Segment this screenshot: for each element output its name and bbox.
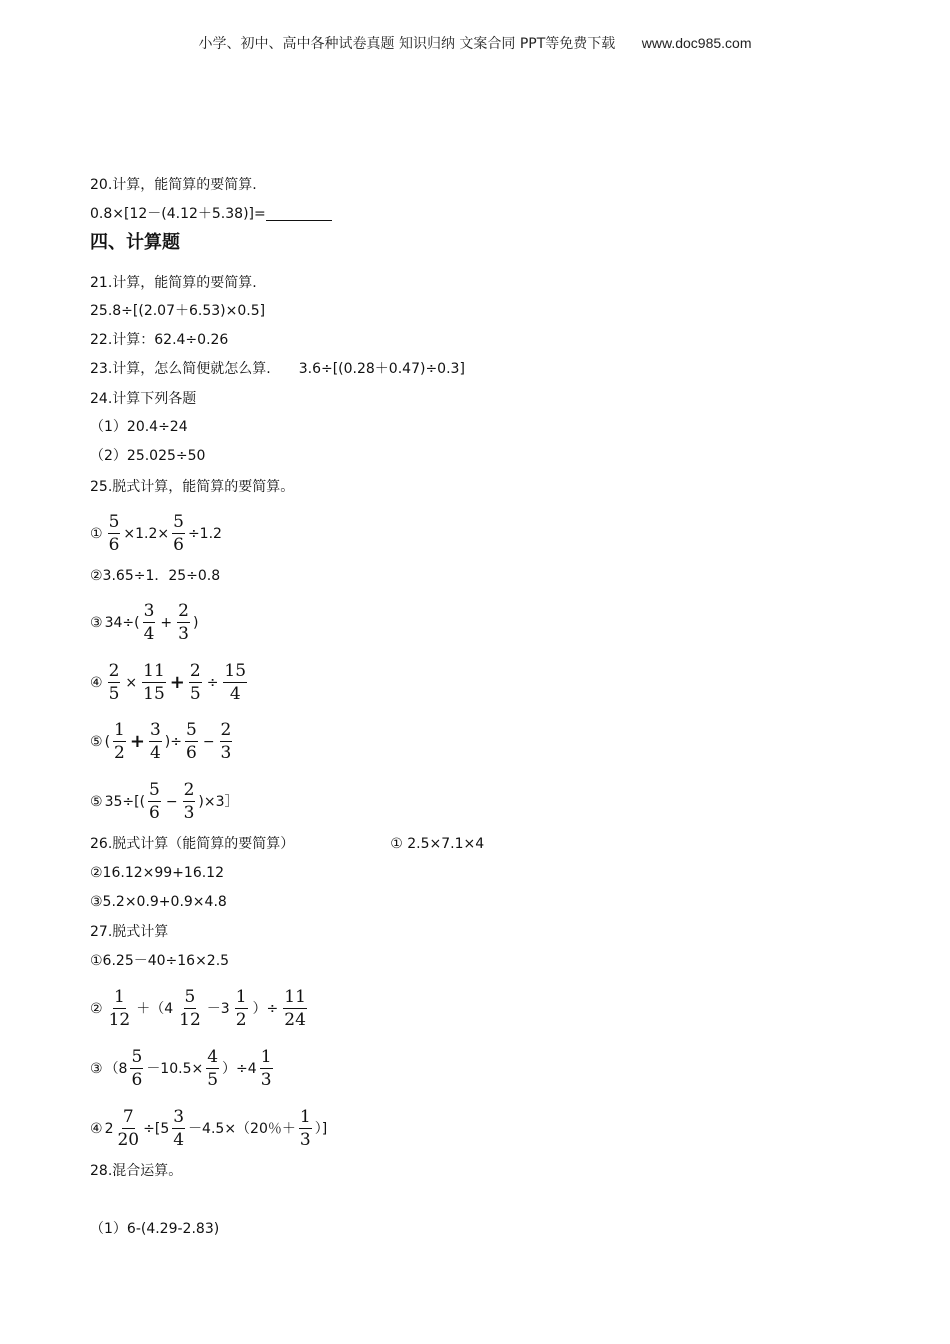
fraction: $\frac{5}{6}$ <box>108 512 120 555</box>
fraction: $\frac{3}{4}$ <box>173 1107 185 1150</box>
page-header <box>0 33 950 53</box>
q22: 22.计算：62.4÷0.26 <box>90 332 229 348</box>
q27-expr-3: ③ （8 $\frac{5}{6}$ －10.5× $\frac{4}{5}$ ）÷4 $\frac{1}{3}$ <box>90 1047 272 1090</box>
q25-expr-5: ⑤ ( $\frac{1}{2}$ + $\frac{3}{4}$ )÷ $\frac{5}{6}$ − $\frac{2}{3}$ <box>90 720 232 763</box>
q27-title: 27.脱式计算 <box>90 924 169 940</box>
q25-expr-2: ②3.65÷1．25÷0.8 <box>90 568 221 584</box>
answer-blank <box>266 208 332 221</box>
fraction: $\frac{2}{3}$ <box>220 720 232 763</box>
fraction: $\frac{5}{12}$ <box>179 987 201 1030</box>
header-site-link[interactable]: www.doc985.com <box>641 35 752 51</box>
q20-title: 20.计算，能简算的要简算. <box>90 177 257 193</box>
fraction: $\frac{2}{3}$ <box>183 780 195 823</box>
fraction: $\frac{1}{3}$ <box>260 1047 272 1090</box>
fraction: $\frac{11}{15}$ <box>143 661 165 704</box>
q26-expr-1: ① 2.5×7.1×4 <box>390 836 485 852</box>
q20-expr: 0.8×[12－(4.12＋5.38)]= <box>90 205 332 223</box>
q27-expr-1: ①6.25－40÷16×2.5 <box>90 953 230 969</box>
q27-expr-2: ② $\frac{1}{12}$ ＋（4 $\frac{5}{12}$ －3 $\frac{1}{2}$ ）÷ $\frac{11}{24}$ <box>90 987 306 1030</box>
fraction: $\frac{1}{3}$ <box>299 1107 311 1150</box>
q24-item: （1）20.4÷24 <box>90 419 188 435</box>
fraction: $\frac{5}{6}$ <box>131 1047 143 1090</box>
fraction: $\frac{3}{4}$ <box>143 601 155 644</box>
q26-title: 26.脱式计算（能简算的要简算） ① 2.5×7.1×4 <box>90 836 485 852</box>
fraction: $\frac{1}{2}$ <box>114 720 125 763</box>
q25-expr-3: ③ 34÷( $\frac{3}{4}$ + $\frac{2}{3}$ ) <box>90 601 199 644</box>
fraction: $\frac{3}{4}$ <box>149 720 161 763</box>
fraction: $\frac{5}{6}$ <box>173 512 184 555</box>
q28-title: 28.混合运算。 <box>90 1163 183 1179</box>
fraction: $\frac{1}{12}$ <box>108 987 131 1030</box>
q26-expr-3: ③5.2×0.9+0.9×4.8 <box>90 894 227 910</box>
fraction: $\frac{7}{20}$ <box>117 1107 140 1150</box>
q25-expr-1: ① $\frac{5}{6}$ ×1.2× $\frac{5}{6}$ ÷1.2 <box>90 512 222 555</box>
fraction: $\frac{15}{4}$ <box>224 661 247 704</box>
q21-title: 21.计算，能简算的要简算. <box>90 275 257 291</box>
fraction: $\frac{2}{5}$ <box>108 661 120 704</box>
q23-expr: 3.6÷[(0.28＋0.47)÷0.3] <box>298 361 465 377</box>
fraction: $\frac{1}{2}$ <box>235 987 247 1030</box>
q26-expr-2: ②16.12×99+16.12 <box>90 865 224 881</box>
section-title: 四、计算题 <box>90 232 180 253</box>
q25-title: 25.脱式计算，能简算的要简算。 <box>90 479 295 495</box>
header-text: 小学、初中、高中各种试卷真题 知识归纳 文案合同 PPT等免费下载 <box>198 36 616 52</box>
q24-title: 24.计算下列各题 <box>90 391 197 407</box>
fraction: $\frac{11}{24}$ <box>284 987 306 1030</box>
fraction: $\frac{2}{3}$ <box>178 601 189 644</box>
q24-item: （2）25.025÷50 <box>90 448 206 464</box>
q28-expr-1: （1）6-(4.29-2.83) <box>90 1221 220 1237</box>
fraction: $\frac{5}{6}$ <box>149 780 160 823</box>
q23: 23.计算，怎么简便就怎么算. 3.6÷[(0.28＋0.47)÷0.3] <box>90 361 465 377</box>
q25-expr-6: ⑤ 35÷[( $\frac{5}{6}$ − $\frac{2}{3}$ )×3］ <box>90 780 239 823</box>
fraction: $\frac{5}{6}$ <box>185 720 197 763</box>
q25-expr-4: ④ $\frac{2}{5}$ × $\frac{11}{15}$ + $\frac{2}{5}$ ÷ $\frac{15}{4}$ <box>90 661 247 704</box>
q21-expr: 25.8÷[(2.07＋6.53)×0.5] <box>90 303 266 319</box>
fraction: $\frac{4}{5}$ <box>207 1047 219 1090</box>
q27-expr-4: ④ 2 $\frac{7}{20}$ ÷[5 $\frac{3}{4}$ －4.5×（20％＋ $\frac{1}{3}$ ）] <box>90 1107 328 1150</box>
fraction: $\frac{2}{5}$ <box>189 661 201 704</box>
